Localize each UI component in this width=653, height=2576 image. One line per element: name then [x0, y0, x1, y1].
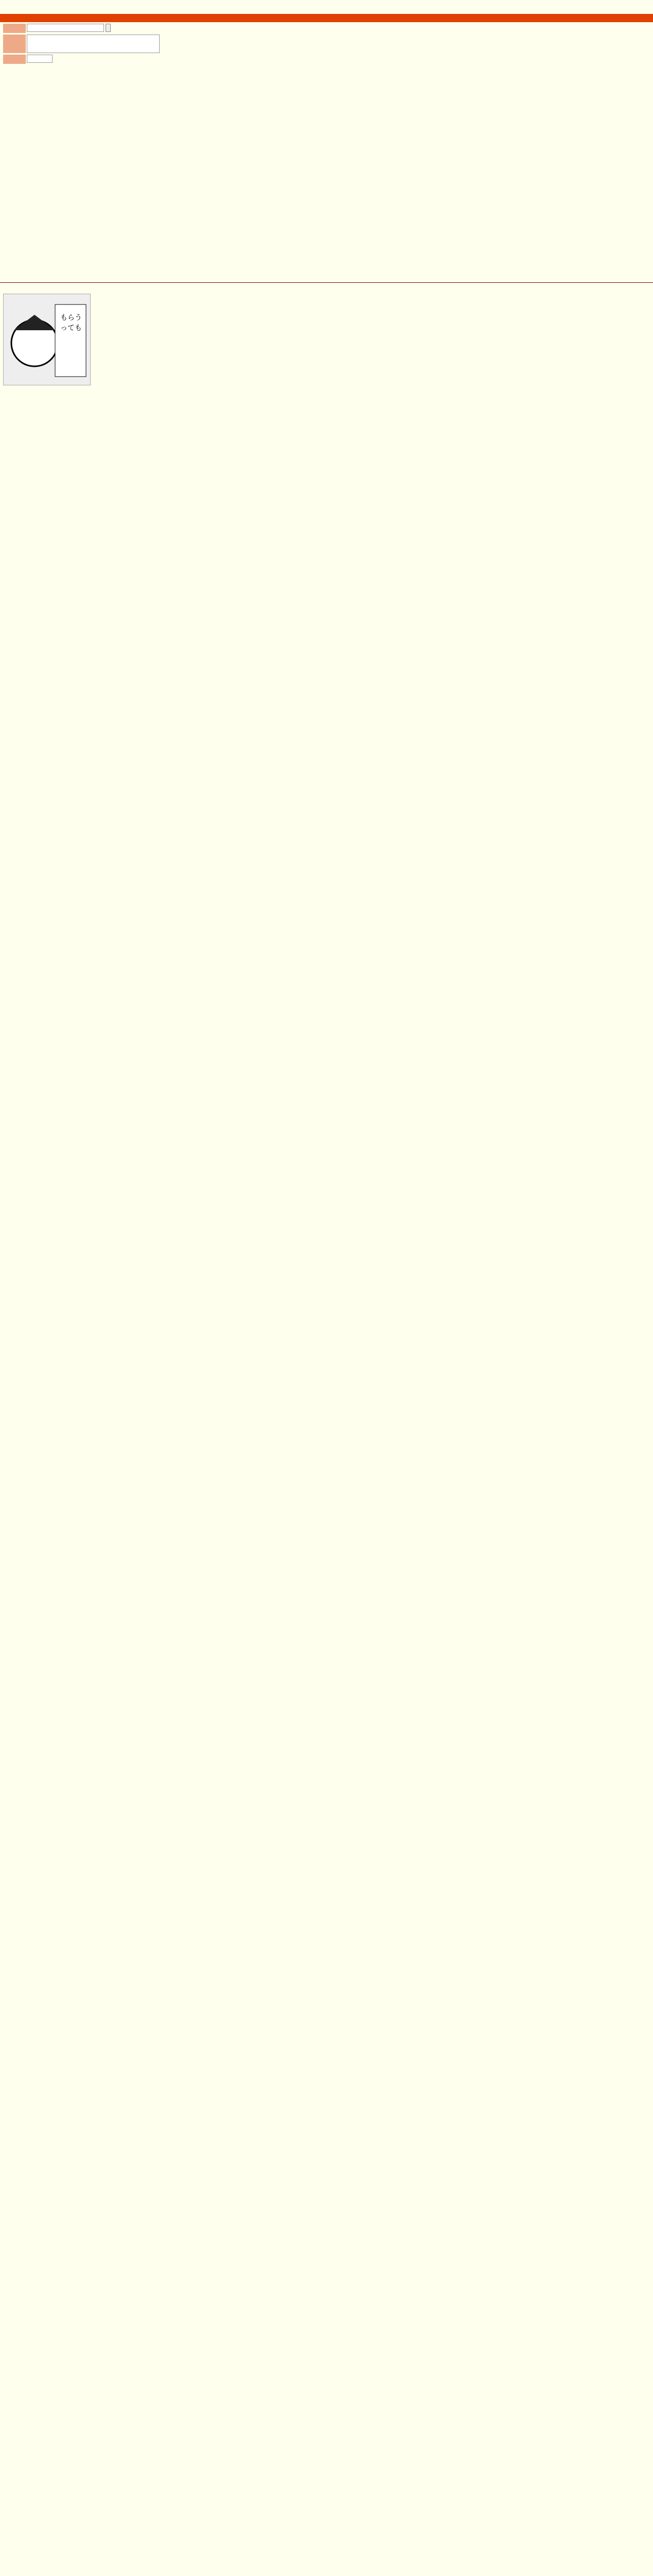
delete-key-field[interactable] — [27, 55, 53, 63]
comment-field[interactable] — [27, 35, 160, 53]
svg-text:っても: っても — [60, 324, 82, 332]
email-field[interactable] — [27, 24, 104, 32]
svg-text:もらう: もらう — [60, 314, 82, 322]
email-label — [3, 24, 26, 33]
reply-form — [3, 24, 160, 65]
separator — [0, 282, 653, 283]
comment-label — [3, 35, 26, 53]
reply-mode-bar — [0, 14, 653, 22]
op-post — [97, 292, 375, 297]
op-image[interactable] — [3, 294, 91, 385]
manga-thumbnail-icon — [4, 294, 90, 385]
submit-button[interactable] — [106, 24, 111, 32]
delete-key-label — [3, 55, 26, 64]
